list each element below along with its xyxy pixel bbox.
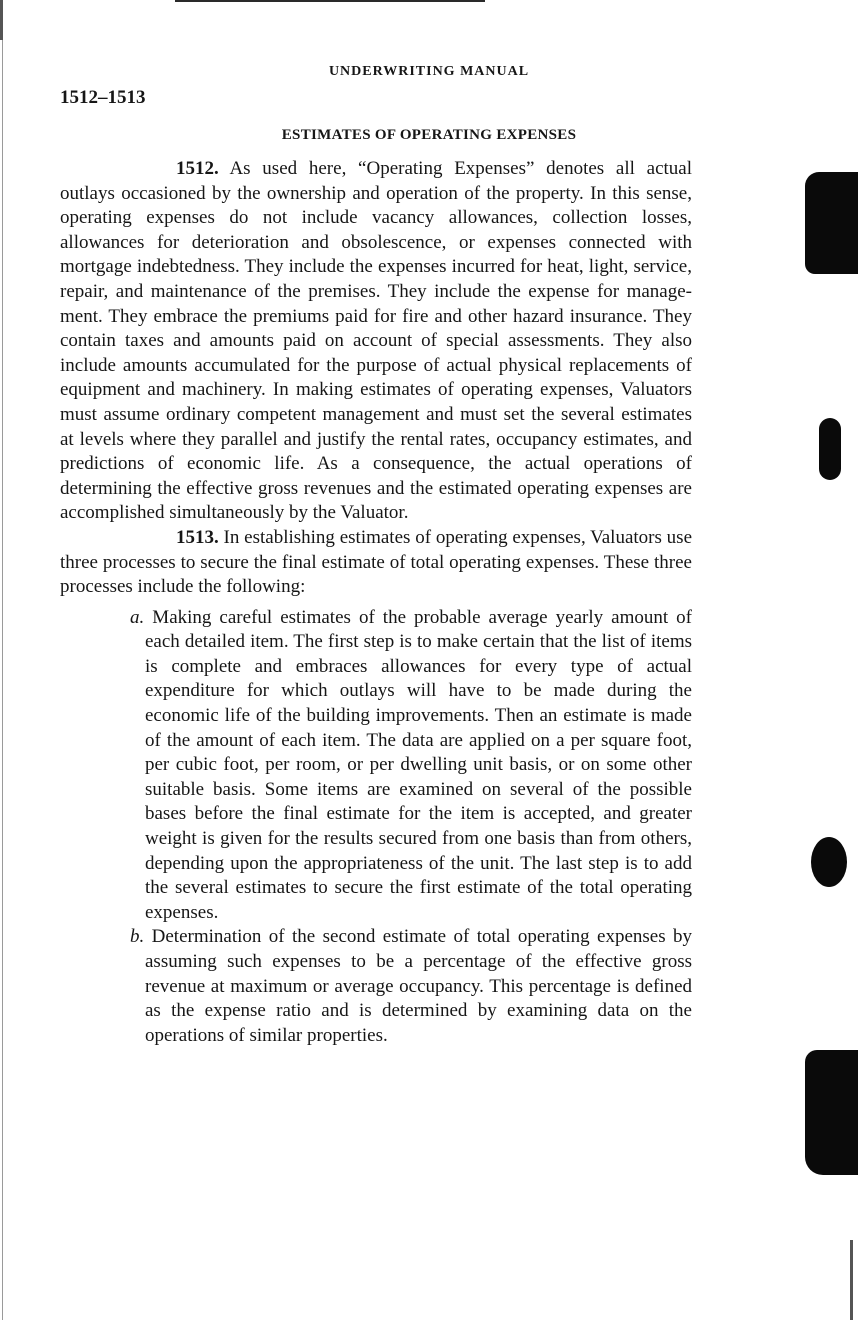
paragraph-1513 — [60, 526, 692, 600]
binding-hole-round — [811, 837, 847, 887]
list-item-text: Determination of the second estimate of total operating expenses by assuming such expenses to be a percentage of the effective gross revenue at maximum or average occupancy. This percentage is defined as the expense ratio and is determined by examining data on the operations of similar properties. — [145, 926, 692, 1046]
left-page-edge — [2, 0, 3, 1320]
right-page-edge-mark — [850, 1240, 853, 1320]
left-page-edge-mark — [0, 0, 3, 40]
list-marker: a. — [130, 606, 145, 628]
section-title: ESTIMATES OF OPERATING EXPENSES — [281, 127, 577, 143]
paragraph-number: 1512. — [176, 158, 219, 179]
list-item — [46, 925, 692, 1048]
binding-tab-bottom — [805, 1050, 858, 1175]
paragraph-1512 — [60, 157, 692, 526]
binding-hole-oval — [819, 418, 841, 480]
paragraph-text: As used here, “Operating Expenses” denotes all actual outlays occasioned by the ownership and operation of the property. In this sense, operating expenses do not include vacancy allowances, collection losses, allowances for deterioration and obsolescence, or expenses connected with mortgage indebtedness. They include the expenses incurred for heat, light, service, repair, and maintenance of the premises. They include the expense for management. They embrace the premiums paid for fire and other hazard insurance. They contain taxes and amounts paid on account of special assessments. They also include amounts accumulated for the purpose of actual physical replacements of equipment and machinery. In making estimates of operating expenses, Valuators must assume ordinary competent management and must set the several estimates at levels where they parallel and justify the rental rates, occupancy estimates, and predictions of economic life. As a consequence, the actual operations of determining the effective gross revenues and the estimated operating expenses are accomplished simultaneously by the Valuator. — [60, 158, 693, 524]
paragraph-text: In establishing estimates of operating expenses, Valuators use three processes to secure the final estimate of total operating expenses. These three processes include the following: — [60, 526, 693, 598]
paragraph-number: 1513. — [176, 526, 219, 548]
process-list — [60, 606, 692, 1049]
list-item — [46, 606, 692, 926]
binding-tab-top — [805, 172, 858, 274]
running-head: UNDERWRITING MANUAL — [328, 64, 530, 79]
list-item-text: Making careful estimates of the probable average yearly amount of each detailed item. The first step is to make certain that the list of items is complete and embraces allowances for every type of actual expenditure for which outlays will have to be made during the economic life of the building improvements. Then an estimate is made of the amount of each item. The data are applied on a per square foot, per cubic foot, per room, or per dwelling unit basis, or on some other suitable basis. Some items are examined on several of the possible bases before the final estimate for the item is accepted, and greater weight is given for the results secured from one basis than from others, depending upon the appropriateness of the unit. The last step is to add the several estimates to secure the first estimate of the total operating expenses. — [145, 606, 693, 923]
list-marker: b. — [130, 926, 145, 948]
top-edge-rule — [175, 0, 485, 2]
page-number: 1512–1513 — [60, 87, 146, 108]
body-text — [60, 157, 692, 1048]
